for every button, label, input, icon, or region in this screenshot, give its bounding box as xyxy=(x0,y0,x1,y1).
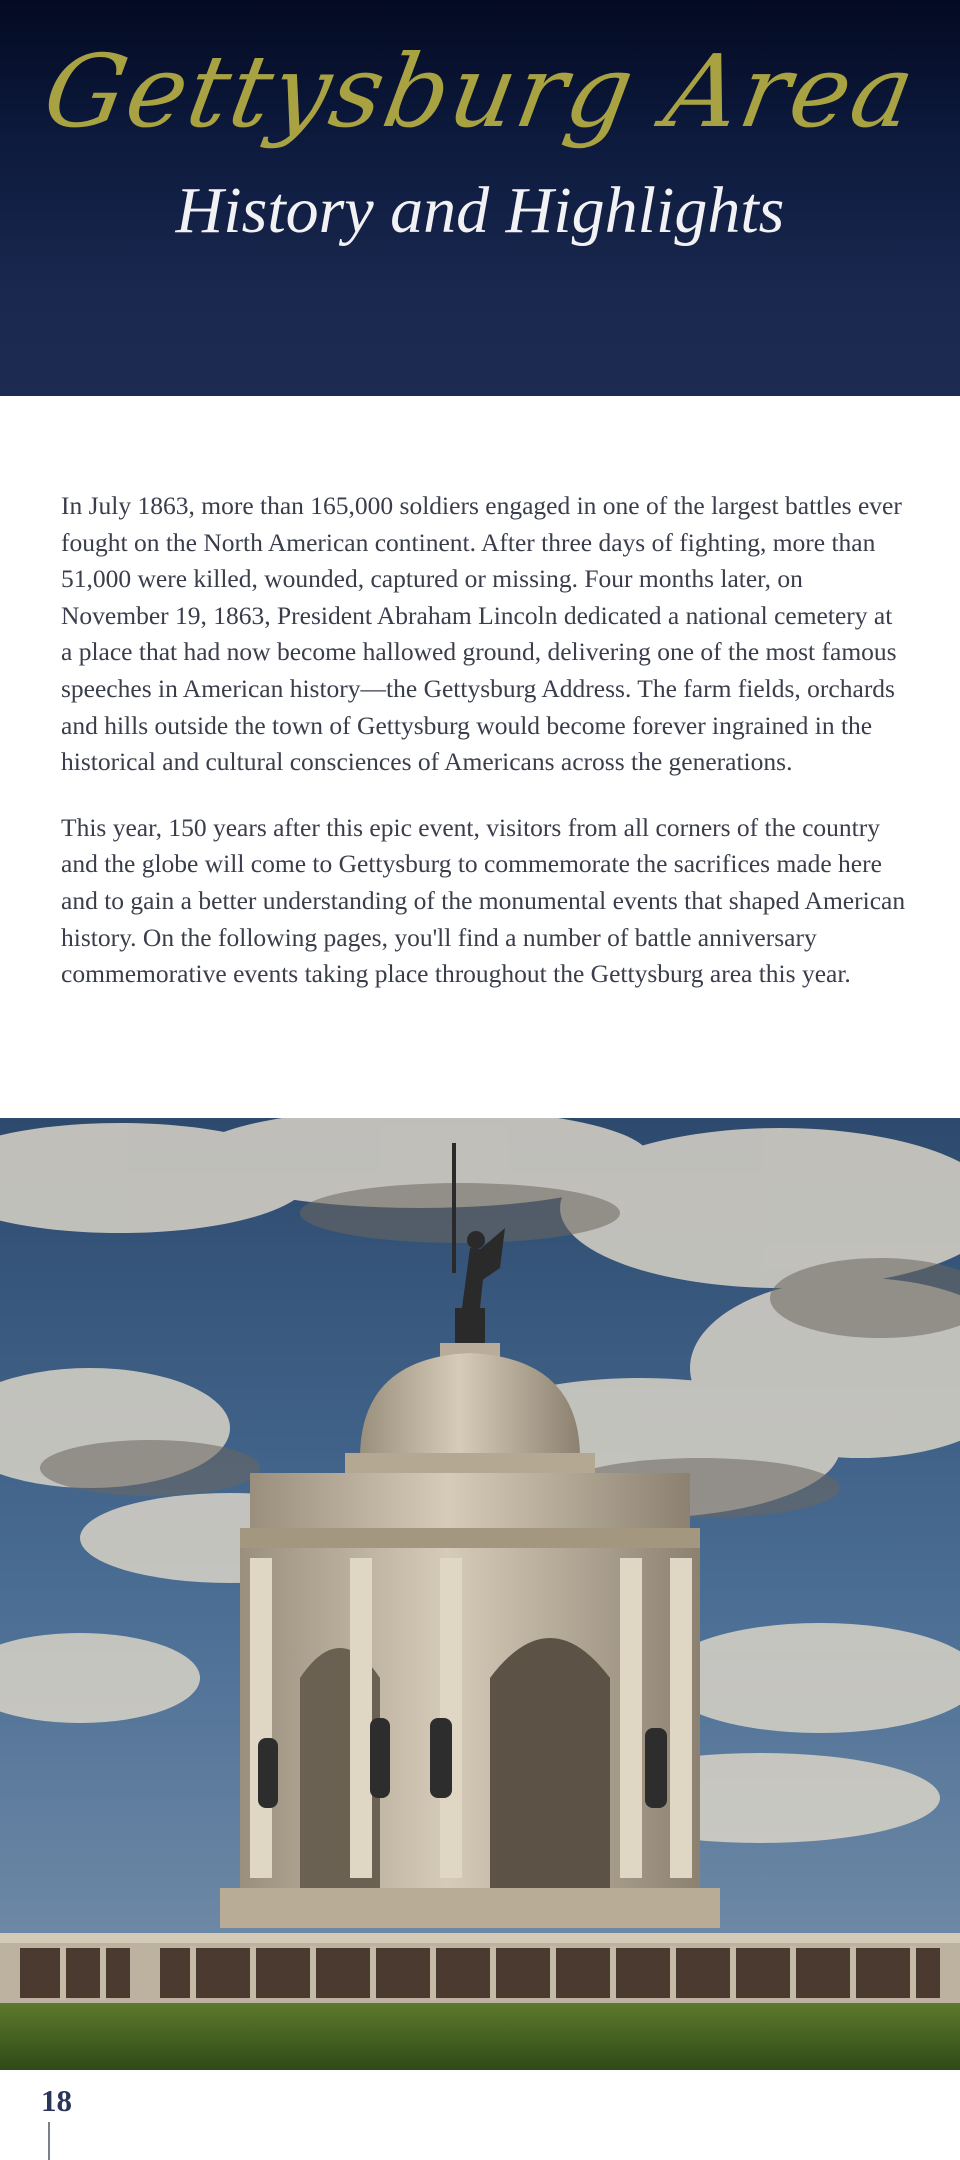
script-title: Gettysburg Area xyxy=(35,33,925,150)
page-number: 18 xyxy=(41,2083,72,2118)
paragraph-2: This year, 150 years after this epic event, visitors from all corners of the country and the globe will come to Gettysburg to commemorate the sacrifices made here and to gain a better understanding of the monumental events that shaped American history. On the following pages, you'll find a number of battle anniversary commemorative events taking place throughout the Gettysburg area this year. xyxy=(61,812,906,989)
page-number-rule xyxy=(48,2122,50,2160)
title-banner xyxy=(0,0,960,396)
article-body xyxy=(61,488,907,1022)
page-title: History and Highlights xyxy=(175,174,785,247)
pennsylvania-monument-photo xyxy=(0,1118,960,2070)
paragraph-1: In July 1863, more than 165,000 soldiers engaged in one of the largest battles ever fought on the North American continent. After three days of fighting, more than 51,000 were killed, wounded, captured or missing. Four months later, on November 19, 1863, President Abraham Lincoln dedicated a national cemetery at a place that had now become hallowed ground, delivering one of the most famous speeches in American history—the Gettysburg Address. The farm fields, orchards and hills outside the town of Gettysburg would become forever ingrained in the historical and cultural consciences of Americans across the generations. xyxy=(61,491,902,777)
